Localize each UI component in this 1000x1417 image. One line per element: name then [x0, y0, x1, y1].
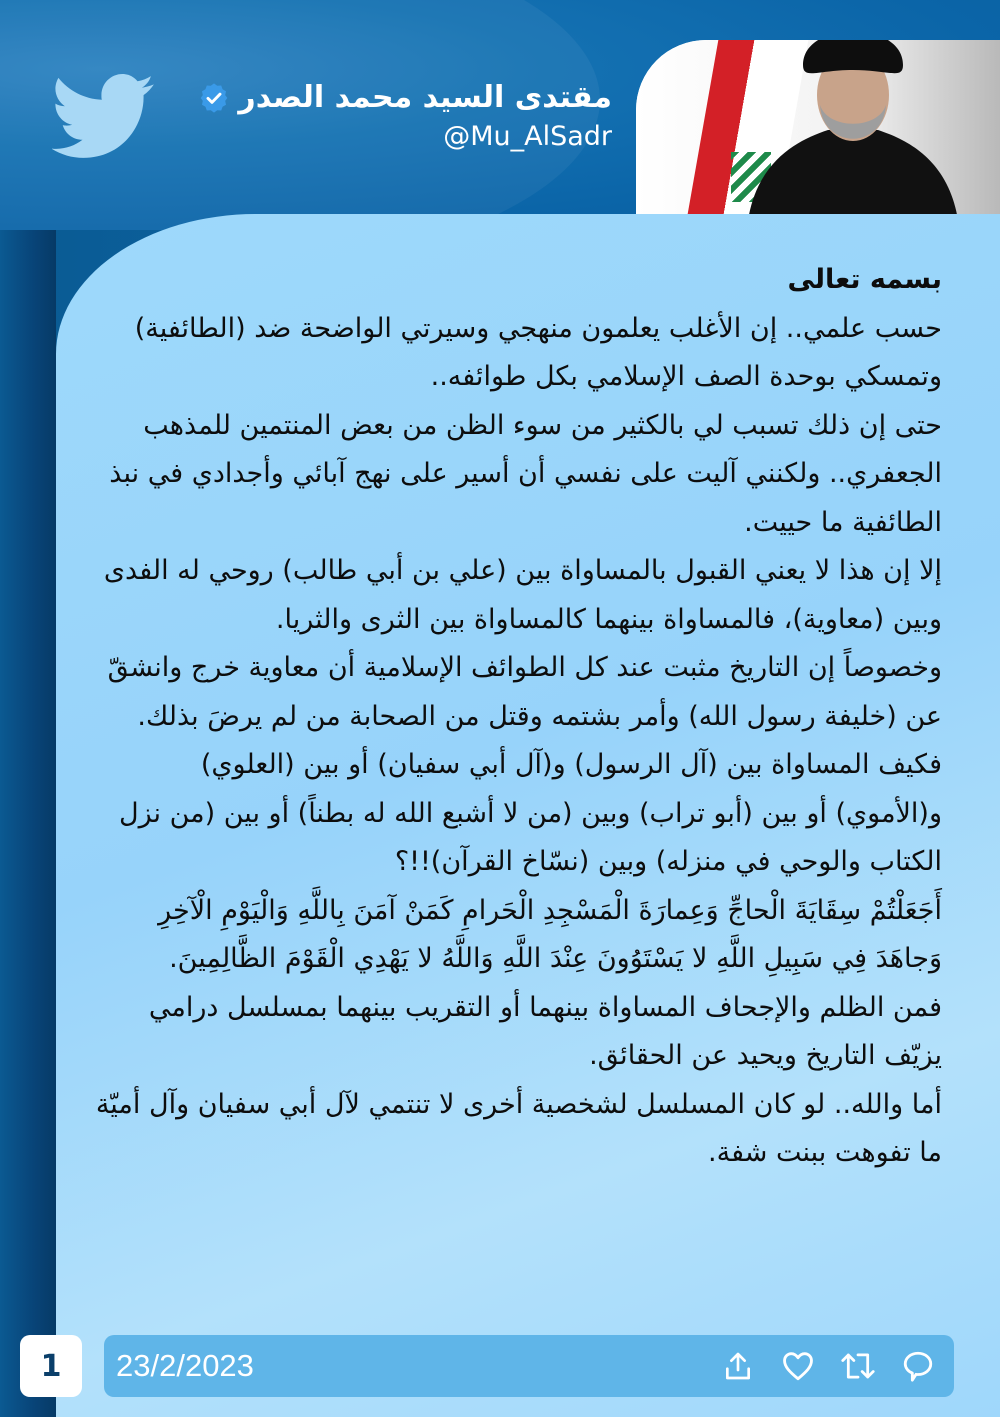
tweet-date: 23/2/2023 [116, 1348, 254, 1383]
profile-info [198, 80, 612, 152]
page-number-badge: 1 [20, 1335, 82, 1397]
reply-icon [901, 1349, 935, 1383]
tweet-paragraph: إلا إن هذا لا يعني القبول بالمساواة بين (علي بن أبي طالب) روحي له الفدى وبين (معاوية)، فالمساواة بينهما كالمساواة بين الثرى والثريا. [103, 555, 942, 635]
like-icon [781, 1349, 815, 1383]
tweet-paragraph: فكيف المساواة بين (آل الرسول) و(آل أبي سفيان) أو بين (العلوي) و(الأموي) أو بين (أبو تراب) وبين (من لا أشبع الله له بطناً) أو بين (من نزل الكتاب والوحي في منزله) وبين (نسّاخ القرآن)!!؟ [119, 749, 942, 877]
tweet-actions [720, 1348, 936, 1384]
tweet-footer [104, 1335, 954, 1397]
tweet-paragraph: فمن الظلم والإجحاف المساواة بينهما أو التقريب بينهما بمسلسل درامي يزيّف التاريخ ويحيد عن الحقائق. [148, 991, 942, 1071]
retweet-button[interactable] [840, 1348, 876, 1384]
display-name[interactable]: مقتدى السيد محمد الصدر [238, 80, 612, 115]
share-button[interactable] [720, 1348, 756, 1384]
profile-photo [636, 40, 1000, 216]
like-button[interactable] [780, 1348, 816, 1384]
tweet-body [92, 256, 942, 1178]
verified-badge-icon [198, 82, 230, 114]
share-icon [722, 1350, 754, 1382]
user-handle[interactable]: @Mu_AlSadr [443, 121, 612, 152]
reply-button[interactable] [900, 1348, 936, 1384]
tweet-paragraph: أما والله.. لو كان المسلسل لشخصية أخرى لا تنتمي لآل أبي سفيان وآل أميّة ما تفوهت ببنت شفة. [95, 1088, 942, 1168]
tweet-paragraph: وخصوصاً إن التاريخ مثبت عند كل الطوائف الإسلامية أن معاوية خرج وانشقّ عن (خليفة رسول الله) وأمر بشتمه وقتل من الصحابة من لم يرضَ بذلك. [107, 652, 942, 732]
retweet-icon [840, 1349, 876, 1383]
tweet-heading: بسمه تعالى [787, 264, 942, 295]
tweet-paragraph: حتى إن ذلك تسبب لي بالكثير من سوء الظن من بعض المنتمين للمذهب الجعفري.. ولكنني آليت على نفسي أن أسير على نهج آبائي وأجدادي في نبذ الطائفية ما حييت. [109, 409, 942, 538]
quran-verse: أَجَعَلْتُمْ سِقَايَةَ الْحاجِّ وَعِمارَةَ الْمَسْجِدِ الْحَرامِ كَمَنْ آمَنَ بِاللَّهِ وَالْيَوْمِ الْآخِرِ وَجاهَدَ فِي سَبِيلِ اللَّهِ لا يَسْتَوُونَ عِنْدَ اللَّهِ وَاللَّهُ لا يَهْدِي الْقَوْمَ الظَّالِمِينَ. [158, 894, 942, 974]
portrait-silhouette [748, 40, 958, 216]
tweet-paragraph: حسب علمي.. إن الأغلب يعلمون منهجي وسيرتي الواضحة ضد (الطائفية) وتمسكي بوحدة الصف الإسلامي بكل طوائفه.. [134, 312, 942, 392]
twitter-bird-icon [52, 74, 156, 160]
left-strip [0, 230, 56, 1417]
